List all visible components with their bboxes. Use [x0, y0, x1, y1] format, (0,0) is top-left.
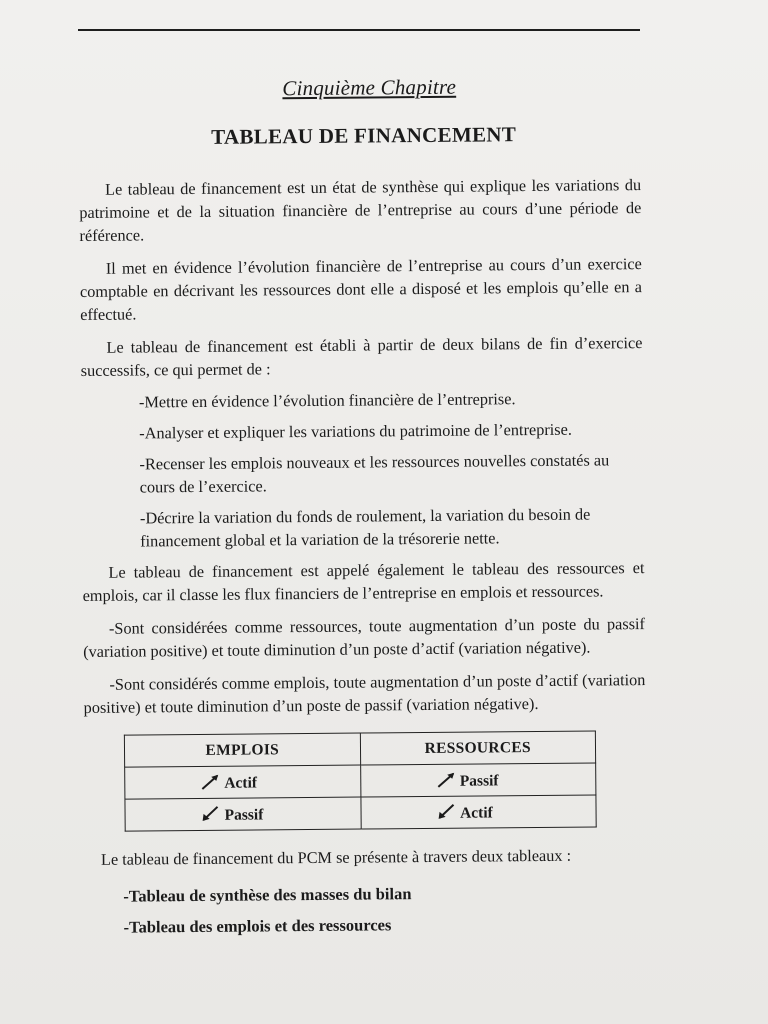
objectives-list: [139, 386, 644, 552]
table-cell: [360, 795, 596, 829]
table-row: [125, 763, 596, 799]
paragraph-pcm: Le tableau de financement du PCM se présente à travers deux tableaux :: [100, 845, 572, 869]
paragraph-bilans: Le tableau de financement est établi à partir de deux bilans de fin d’exercice successifs, ce qui permet de :: [80, 333, 643, 380]
paragraph-ressources-def: -Sont considérées comme ressources, toute augmentation d’un poste du passif (variation positive) et toute diminution d’un poste d’actif (variation négative).: [83, 614, 646, 661]
table-cell-label: Actif: [224, 773, 258, 792]
page-title: TABLEAU DE FINANCEMENT: [211, 122, 517, 149]
table-cell: [360, 763, 596, 797]
table-header-ressources: RESSOURCES: [360, 731, 596, 765]
paragraph-evolution: Il met en évidence l’évolution financière de l’entreprise au cours d’un exercice comptable en décrivant les ressources dont elle a disposé et les emplois qu’elle en a effectué.: [79, 254, 643, 324]
arrow-down-left-icon: [199, 804, 221, 822]
list-item: -Tableau de synthèse des masses du bilan: [123, 884, 412, 906]
list-item: -Mettre en évidence l’évolution financière de l’entreprise.: [138, 389, 516, 412]
table-row: [124, 731, 595, 767]
table-cell: [125, 797, 361, 831]
list-item: -Recenser les emplois nouveaux et les ressources nouvelles constatés au cours de l’exercice.: [139, 450, 610, 497]
table-cell: [125, 765, 361, 799]
table-header-emplois: EMPLOIS: [124, 733, 360, 767]
page-content: [78, 57, 648, 947]
arrow-down-left-icon: [435, 802, 457, 820]
list-item: -Décrire la variation du fonds de roulement, la variation du besoin de financement global et la variation de la trésorerie nette.: [139, 504, 591, 551]
list-item: -Analyser et expliquer les variations du patrimoine de l’entreprise.: [139, 419, 572, 443]
paragraph-definition: Le tableau de financement est un état de synthèse qui explique les variations du patrimoine et de la situation financière de l’entreprise au cours d’une période de référence.: [79, 175, 642, 245]
tables-list: [123, 880, 647, 939]
paragraph-emplois-def: -Sont considérés comme emplois, toute augmentation d’un poste d’actif (variation positive) et toute diminution d’un poste de passif (variation négative).: [83, 670, 646, 717]
table-cell-label: Passif: [224, 805, 264, 824]
list-item: -Tableau des emplois et des ressources: [123, 915, 392, 937]
emplois-ressources-table: [124, 731, 597, 832]
table-row: [125, 795, 596, 831]
table-cell-label: Actif: [459, 803, 493, 822]
table-cell-label: Passif: [459, 771, 499, 790]
chapter-heading: Cinquième Chapitre: [282, 74, 457, 101]
top-rule: [78, 29, 640, 31]
arrow-up-right-icon: [435, 770, 457, 788]
arrow-up-right-icon: [199, 772, 221, 790]
paragraph-ressources-emplois: Le tableau de financement est appelé également le tableau des ressources et emplois, car il classe les flux financiers de l’entreprise en emplois et ressources.: [82, 558, 645, 605]
